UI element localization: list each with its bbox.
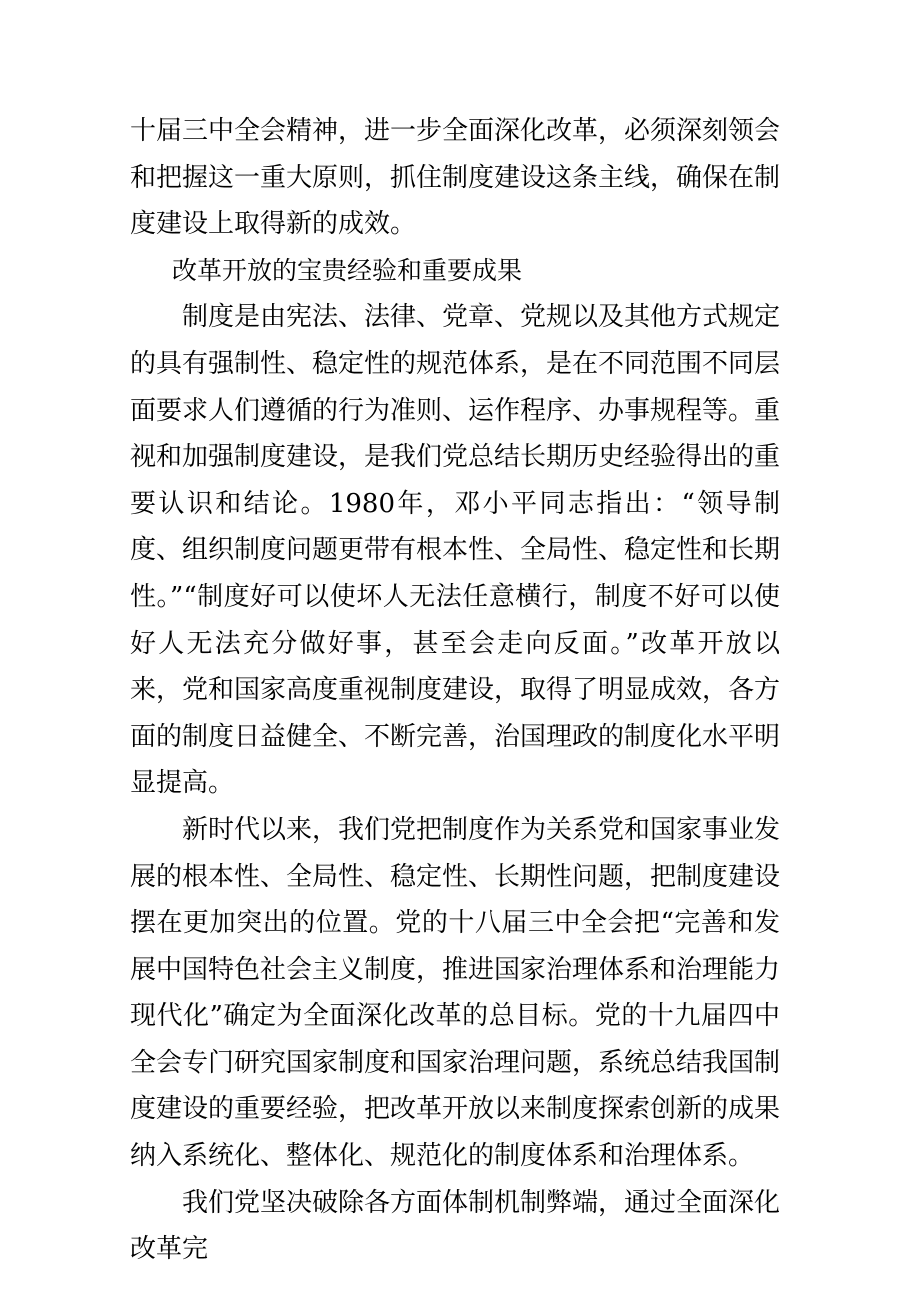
paragraph-reform-cutoff: 我们党坚决破除各方面体制机制弊端，通过全面深化改革完 [130,1187,781,1265]
document-body [130,108,780,1273]
section-heading: 改革开放的宝贵经验和重要成果 [172,255,523,285]
paragraph-new-era: 新时代以来，我们党把制度作为关系党和国家事业发展的根本性、全局性、稳定性、长期性问题，把制度建设摆在更加突出的位置。党的十八届三中全会把“完善和发展中国特色社会主义制度，推进国家治理体系和治理能力现代化”确定为全面深化改革的总目标。党的十九届四中全会专门研究国家制度和国家治理问题，系统总结我国制度建设的重要经验，把改革开放以来制度探索创新的成果纳入系统化、整体化、规范化的制度体系和治理体系。 [130,814,781,1172]
paragraph-system-definition: 制度是由宪法、法律、党章、党规以及其他方式规定的具有强制性、稳定性的规范体系，是在不同范围不同层面要求人们遵循的行为准则、运作程序、办事规程等。重视和加强制度建设，是我们党总结长期历史经验得出的重要认识和结论。1980年，邓小平同志指出：“领导制度、组织制度问题更带有根本性、全局性、稳定性和长期性。”“制度好可以使坏人无法任意横行，制度不好可以使好人无法充分做好事，甚至会走向反面。”改革开放以来，党和国家高度重视制度建设，取得了明显成效，各方面的制度日益健全、不断完善，治国理政的制度化水平明显提高。 [130,302,781,799]
paragraph-continuation: 十届三中全会精神，进一步全面深化改革，必须深刻领会和把握这一重大原则，抓住制度建设这条主线，确保在制度建设上取得新的成效。 [130,116,781,240]
